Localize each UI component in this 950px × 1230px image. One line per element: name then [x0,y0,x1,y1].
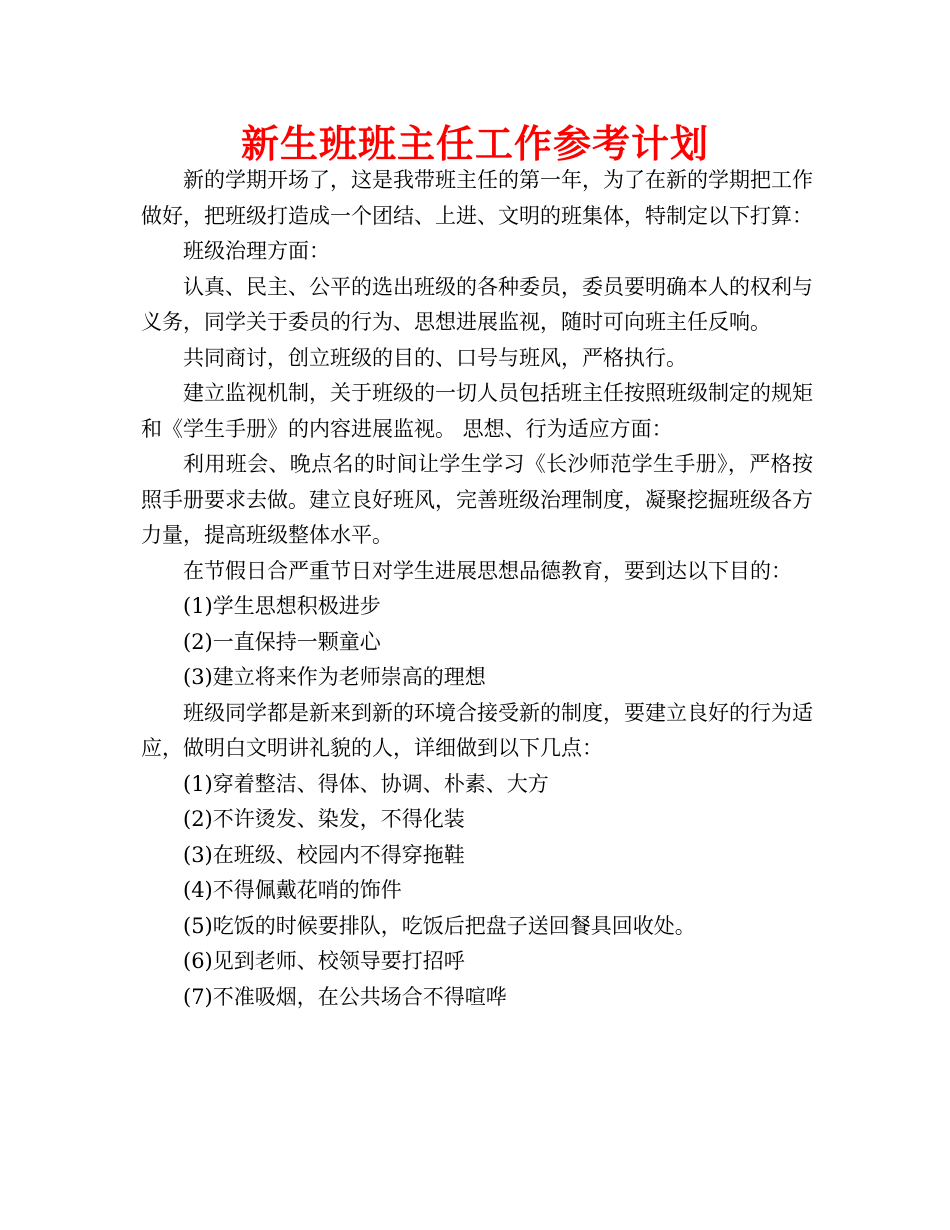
paragraph: 建立监视机制，关于班级的一切人员包括班主任按照班级制定的规矩和《学生手册》的内容进展监视。 思想、行为适应方面： [141,381,813,441]
list-item: (3)建立将来作为老师崇高的理想 [183,665,486,689]
list-item: (1)穿着整洁、得体、协调、朴素、大方 [183,771,549,796]
paragraph: 共同商讨，创立班级的目的、口号与班风，严格执行。 [183,345,687,370]
paragraph: 利用班会、晚点名的时间让学生学习《长沙师范学生手册》，严格按照手册要求去做。建立良好班风，完善班级治理制度，凝聚挖掘班级各方力量，提高班级整体水平。 [141,452,813,547]
list-item: (6)见到老师、校领导要打招呼 [183,949,465,973]
list-item: (2)不许烫发、染发，不得化装 [183,807,465,831]
paragraph: 班级同学都是新来到新的环境合接受新的制度，要建立良好的行为适应，做明白文明讲礼貌的人，详细做到以下几点： [141,700,813,760]
paragraph: 认真、民主、公平的选出班级的各种委员，委员要明确本人的权利与义务，同学关于委员的行为、思想进展监视，随时可向班主任反响。 [141,274,813,334]
list-item: (2)一直保持一颗童心 [183,629,381,654]
paragraph: 新的学期开场了，这是我带班主任的第一年，为了在新的学期把工作做好，把班级打造成一个团结、上进、文明的班集体，特制定以下打算： [141,168,813,228]
paragraph: 在节假日合严重节日对学生进展思想品德教育，要到达以下目的： [183,558,792,583]
document-body [141,163,813,1015]
list-item: (1)学生思想积极进步 [183,594,381,618]
paragraph: 班级治理方面： [183,239,330,263]
list-item: (5)吃饭的时候要排队，吃饭后把盘子送回餐具回收处。 [183,913,696,938]
document-title: 新生班班主任工作参考计划 [240,122,709,166]
list-item: (4)不得佩戴花哨的饰件 [183,878,402,902]
list-item: (3)在班级、校园内不得穿拖鞋 [183,842,465,867]
list-item: (7)不准吸烟，在公共场合不得喧哗 [183,984,507,1009]
